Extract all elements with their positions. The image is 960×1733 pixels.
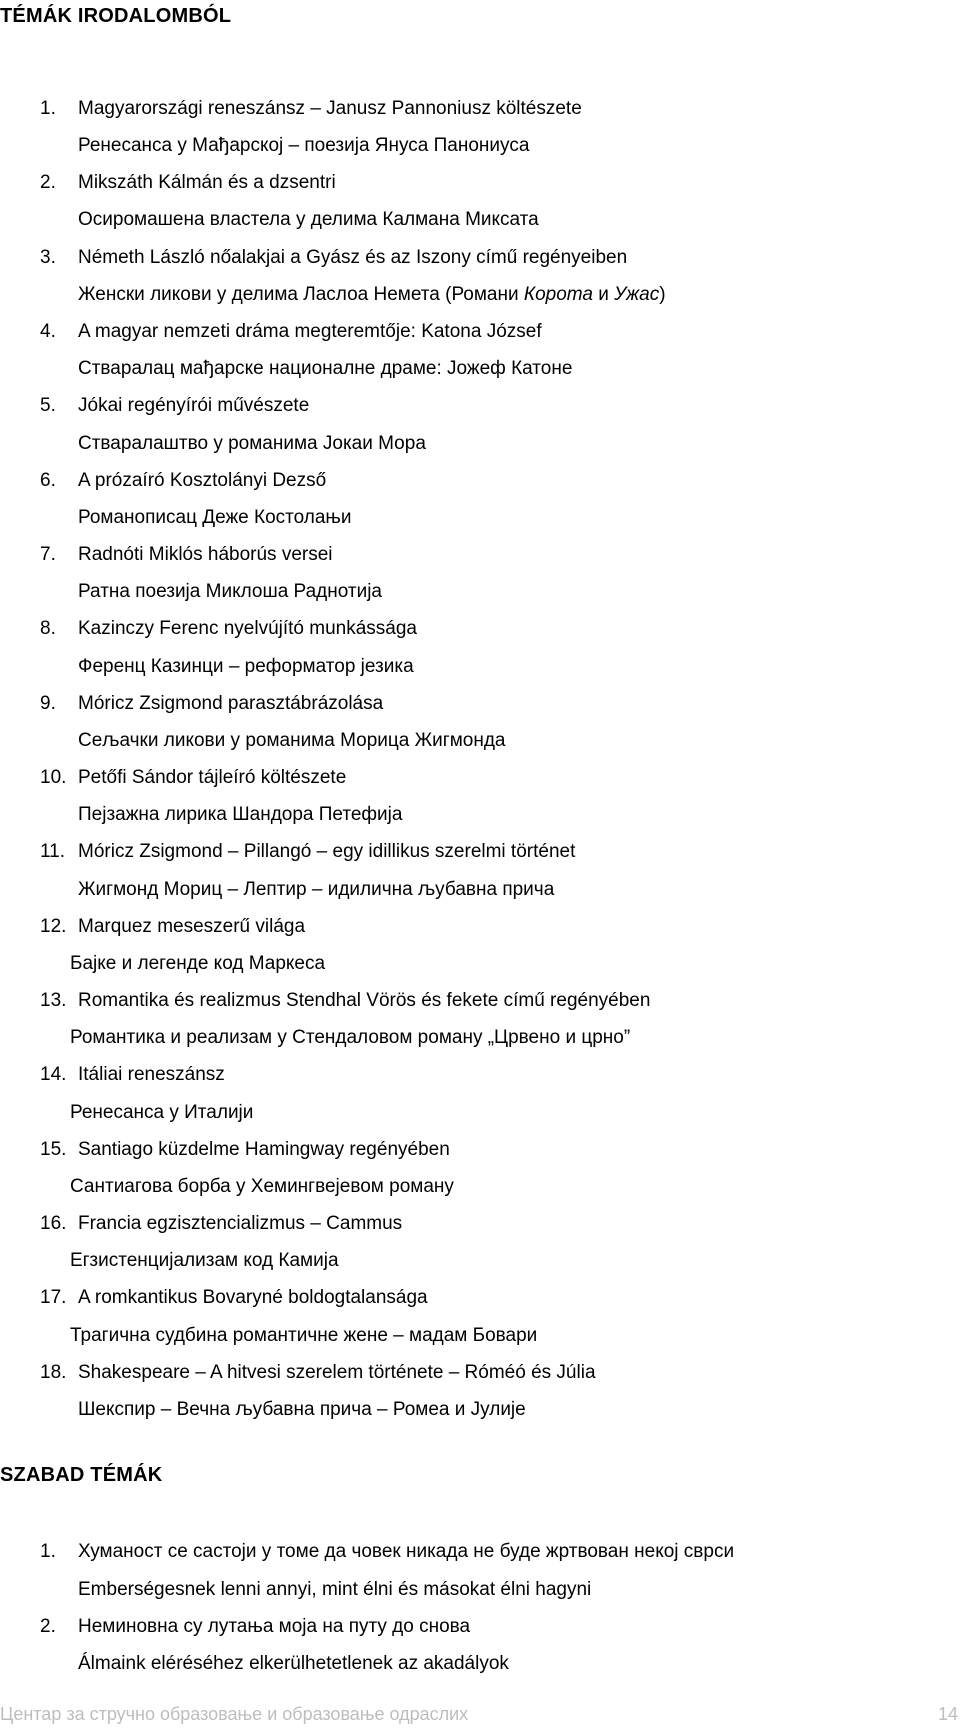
theme-title-sr xyxy=(78,283,666,307)
theme-title-hu: Németh László nőalakjai a Gyász és az Iszony című regényeiben xyxy=(78,247,628,268)
theme-title-sr: Сељачки ликови у романима Морица Жигмонда xyxy=(78,730,506,751)
theme-title-sr-part: и xyxy=(592,284,615,305)
theme-title-sr-part: Женски ликови у делима Ласлоа Немета (Романи xyxy=(78,284,524,305)
theme-number: 4. xyxy=(40,321,56,342)
theme-title-hu: Shakespeare – A hitvesi szerelem története – Róméó és Júlia xyxy=(78,1362,596,1383)
free-theme-title-hu: Álmaink eléréséhez elkerülhetetlenek az akadályok xyxy=(78,1653,509,1674)
theme-title-hu: Kazinczy Ferenc nyelvújító munkássága xyxy=(78,618,417,639)
footer-organization: Центар за стручно образовање и образовање одраслих xyxy=(0,1704,469,1724)
theme-title-sr: Ренесанса у Италији xyxy=(70,1102,254,1123)
theme-number: 2. xyxy=(40,1616,56,1637)
theme-title-sr: Романописац Деже Костолањи xyxy=(78,507,352,528)
theme-number: 14. xyxy=(40,1064,67,1085)
free-theme-title-sr: Хуманост се састоји у томе да човек никада не буде жртвован некој сврси xyxy=(78,1541,735,1562)
theme-title-sr: Трагична судбина романтичне жене – мадам Бовари xyxy=(70,1325,538,1346)
theme-number: 1. xyxy=(40,1541,56,1562)
theme-title-sr: Осиромашена властела у делима Калмана Миксата xyxy=(78,209,539,230)
theme-title-sr: Бајке и легенде код Маркеса xyxy=(70,953,326,974)
free-theme-title-sr: Неминовна су лутања моја на путу до снова xyxy=(78,1616,471,1637)
theme-number: 1. xyxy=(40,98,56,119)
footer-page-number: 14 xyxy=(937,1704,958,1724)
theme-number: 6. xyxy=(40,470,56,491)
theme-title-sr: Ратна поезија Миклоша Раднотија xyxy=(78,581,382,602)
theme-title-sr: Пејзажна лирика Шандора Петефија xyxy=(78,804,403,825)
theme-title-hu: A romkantikus Bovaryné boldogtalansága xyxy=(78,1287,428,1308)
theme-title-hu: Magyarországi reneszánsz – Janusz Pannoniusz költészete xyxy=(78,98,582,119)
theme-title-sr: Ренесанса у Мађарској – поезија Януса Панониуса xyxy=(78,135,530,156)
theme-title-hu: Romantika és realizmus Stendhal Vörös és fekete című regényében xyxy=(78,990,651,1011)
theme-title-sr: Ференц Казинци – реформатор језика xyxy=(78,656,414,677)
theme-title-hu: Radnóti Miklós háborús versei xyxy=(78,544,333,565)
theme-title-sr: Егзистенцијализам код Камија xyxy=(70,1250,339,1271)
theme-title-sr-part: ) xyxy=(659,284,666,305)
theme-number: 3. xyxy=(40,247,56,268)
theme-number: 18. xyxy=(40,1362,67,1383)
theme-title-sr: Стваралаштво у романима Јокаи Мора xyxy=(78,433,426,454)
theme-title-hu: A magyar nemzeti dráma megteremtője: Katona József xyxy=(78,321,542,342)
novel-title-italic: Ужас xyxy=(614,284,660,305)
theme-title-hu: A prózaíró Kosztolányi Dezső xyxy=(78,470,327,491)
theme-number: 16. xyxy=(40,1213,67,1234)
theme-title-hu: Mikszáth Kálmán és a dzsentri xyxy=(78,172,336,193)
theme-title-hu: Móricz Zsigmond parasztábrázolása xyxy=(78,693,384,714)
theme-title-hu: Marquez meseszerű világa xyxy=(78,916,306,937)
theme-title-hu: Jókai regényírói művészete xyxy=(78,395,310,416)
section-title-themes: TÉMÁK IRODALOMBÓL xyxy=(0,5,232,27)
theme-title-hu: Santiago küzdelme Hamingway regényében xyxy=(78,1139,450,1160)
theme-number: 17. xyxy=(40,1287,67,1308)
theme-title-sr: Шекспир – Вечна љубавна прича – Ромеа и Јулије xyxy=(78,1399,526,1420)
free-theme-title-hu: Emberségesnek lenni annyi, mint élni és másokat élni hagyni xyxy=(78,1579,592,1600)
theme-number: 5. xyxy=(40,395,56,416)
theme-number: 15. xyxy=(40,1139,67,1160)
theme-number: 7. xyxy=(40,544,56,565)
theme-title-sr: Жигмонд Мориц – Лептир – идилична љубавна прича xyxy=(78,879,555,900)
theme-number: 2. xyxy=(40,172,56,193)
theme-number: 12. xyxy=(40,916,67,937)
theme-title-hu: Itáliai reneszánsz xyxy=(78,1064,225,1085)
theme-number: 13. xyxy=(40,990,67,1011)
theme-title-sr: Сантиагова борба у Хемингвејевом роману xyxy=(70,1176,454,1197)
theme-title-hu: Petőfi Sándor tájleíró költészete xyxy=(78,767,347,788)
theme-title-sr: Стваралац мађарске националне драме: Јожеф Катоне xyxy=(78,358,573,379)
theme-number: 10. xyxy=(40,767,67,788)
theme-number: 11. xyxy=(40,841,66,862)
theme-title-sr: Романтика и реализам у Стендаловом роману „Црвено и црно” xyxy=(70,1027,631,1048)
theme-number: 9. xyxy=(40,693,56,714)
novel-title-italic: Корота xyxy=(523,284,593,305)
theme-title-hu: Francia egzisztencializmus – Cammus xyxy=(78,1213,403,1234)
section-title-free: SZABAD TÉMÁK xyxy=(0,1464,163,1486)
theme-number: 8. xyxy=(40,618,56,639)
theme-title-hu: Móricz Zsigmond – Pillangó – egy idillikus szerelmi történet xyxy=(78,841,576,862)
